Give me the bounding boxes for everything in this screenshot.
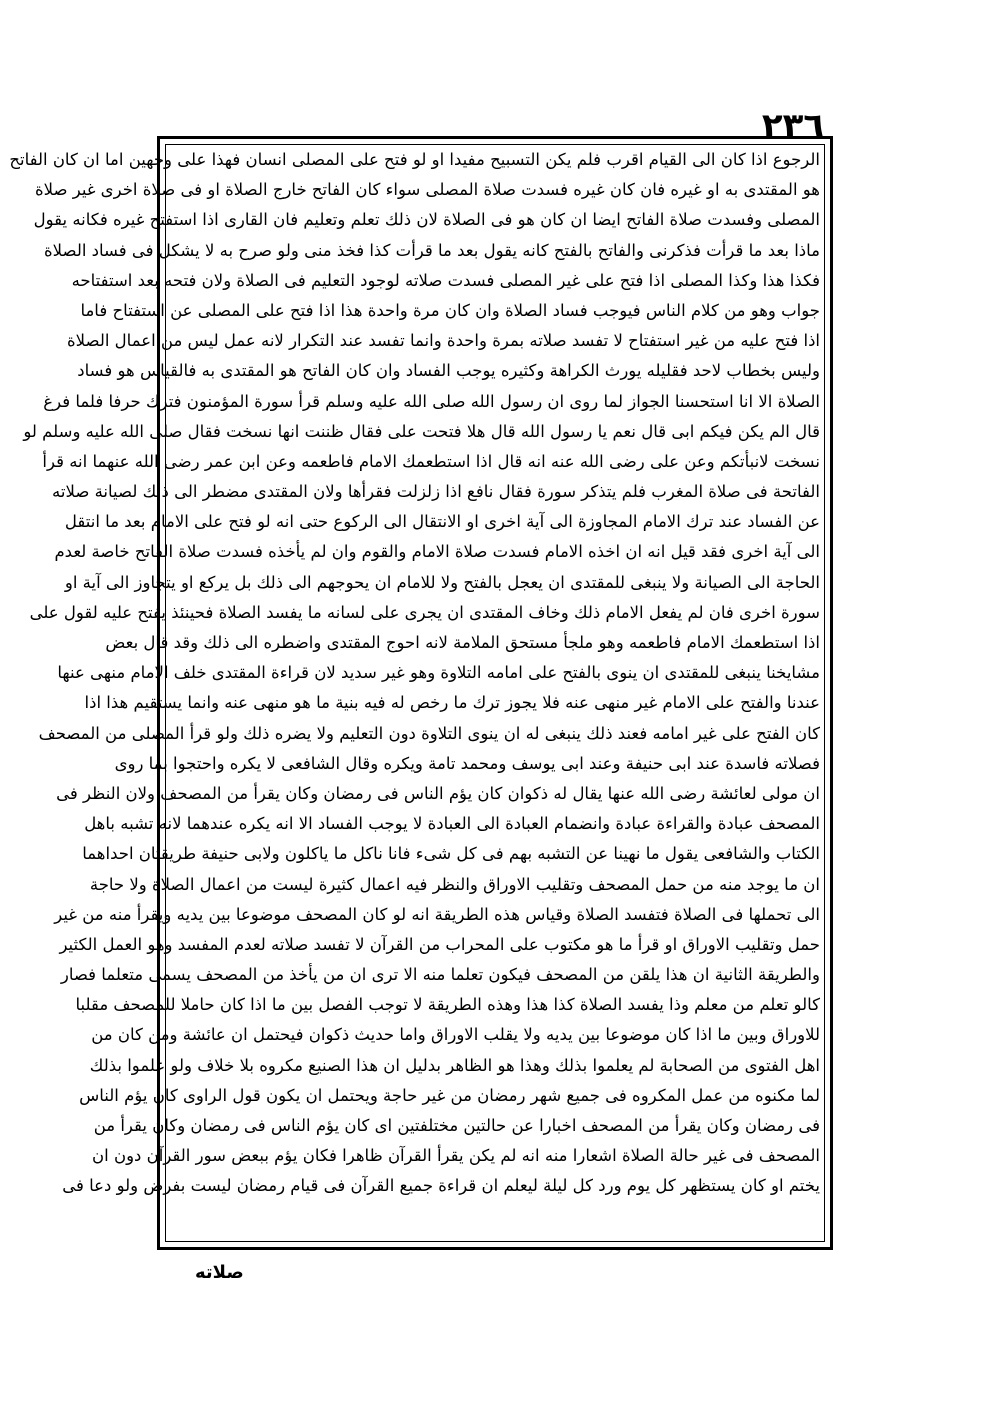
body-text bbox=[9, 145, 820, 1202]
page-number: ٢٣٦ bbox=[761, 106, 825, 146]
text-frame bbox=[9, 136, 833, 1250]
text-line: اذا فتح عليه من غير استفتاح لا تفسد صلاته بمرة واحدة وانما تفسد عند التكرار لانه عمل ليس من اعمال الصلاة bbox=[67, 331, 820, 351]
text-line: مشايخنا ينبغى للمقتدى ان ينوى بالفتح على امامه التلاوة وهو غير سديد لان قراءة المقتدى خلف الامام منهى عنها bbox=[57, 663, 820, 683]
text-line: الرجوع اذا كان الى القيام اقرب فلم يكن التسبيح مفيدا او لو فتح على المصلى انسان فهذا على وجهين اما ان كان الفاتح bbox=[9, 150, 820, 169]
text-line: الفاتحة فى صلاة المغرب فلم يتذكر سورة فقال نافع اذا زلزلت فقرأها ولان المقتدى مضطر الى ذلك لصيانة صلاته bbox=[52, 482, 820, 502]
text-line: وليس بخطاب لاحد فقليله يورث الكراهة وكثيره يوجب الفساد وان كان الفاتح هو المقتدى به فالقياس هو فساد bbox=[77, 361, 820, 381]
catchword: صلاته bbox=[195, 1262, 244, 1283]
text-line: فكذا هذا وكذا المصلى اذا فتح على غير المصلى فسدت صلاته لوجود التعليم فى الصلاة ولان فتحه بعد استفتاحه bbox=[71, 270, 820, 290]
text-line: الى آية اخرى فقد قيل انه ان اخذه الامام فسدت صلاة الامام والقوم وان لم يأخذه فسدت صلاة الفاتح خاصة لعدم bbox=[54, 542, 820, 562]
text-line: حمل وتقليب الاوراق او قرأ ما هو مكتوب على المحراب من القرآن لا تفسد صلاته لعدم المفسد وهو العمل الكثير bbox=[59, 934, 820, 954]
text-line: المصلى وفسدت صلاة الفاتح ايضا ان كان هو فى الصلاة لان ذلك تعلم وتعليم فان القارى اذا استفتح غيره فكانه يقول bbox=[33, 210, 820, 230]
text-line: اهل الفتوى من الصحابة لم يعلموا بذلك وهذا هو الظاهر بدليل ان هذا الصنيع مكروه بلا خلاف ولو علموا بذلك bbox=[89, 1055, 820, 1075]
text-line: يختم او كان يستظهر كل يوم ورد كل ليلة ليعلم ان قراءة جميع القرآن فى قيام رمضان ليست بفرض ولو دعا فى bbox=[62, 1176, 820, 1196]
text-line: عندنا والفتح على الامام غير منهى عنه فلا يجوز ترك ما رخص له فيه بنية ما هو منهى عنه وانما يستقيم هذا اذا bbox=[84, 693, 820, 713]
text-line: هو المقتدى به او غيره فان كان غيره فسدت صلاة المصلى سواء كان الفاتح خارج الصلاة او فى صلاة اخرى غير صلاة bbox=[34, 180, 820, 200]
text-line: ماذا بعد ما قرأت فذكرنى والفاتح بالفتح كانه يقول بعد ما قرأت كذا فخذ منى ولو صرح به لا يشكل فى فساد الصلاة bbox=[44, 240, 820, 260]
text-line: كان الفتح على غير امامه فعند ذلك ينبغى له ان ينوى التلاوة دون التعليم ولا يضره ذلك ولو قرأ المصلى من المصحف bbox=[38, 723, 820, 743]
text-line: فى رمضان وكان يقرأ من المصحف اخبارا عن حالتين مختلفتين اى كان يؤم الناس فى رمضان وكان يقرأ من bbox=[93, 1116, 820, 1135]
text-line: ان ما يوجد منه من حمل المصحف وتقليب الاوراق والنظر فيه اعمال كثيرة ليست من اعمال الصلاة ولا حاجة bbox=[89, 874, 820, 894]
text-line: والطريقة الثانية ان هذا يلقن من المصحف فيكون تعلما منه الا ترى ان من يأخذ من المصحف يسمى متعلما فصار bbox=[60, 965, 820, 985]
text-line: اذا استطعمك الامام فاطعمه وهو ملجأ مستحق الملامة لانه احوج المقتدى واضطره الى ذلك وقد قال بعض bbox=[105, 633, 820, 652]
text-line: الصلاة الا انا استحسنا الجواز لما روى ان رسول الله صلى الله عليه وسلم قرأ سورة المؤمنون فترك حرفا فلما فرغ bbox=[43, 391, 820, 411]
text-line: سورة اخرى فان لم يفعل الامام ذلك وخاف المقتدى ان يجرى على لسانه ما يفسد الصلاة فحينئذ يفتح عليه لقول على bbox=[29, 602, 820, 622]
text-line: الكتاب والشافعى يقول ما نهينا عن التشبه بهم فى كل شىء فانا ناكل ما ياكلون ولابى حنيفة طريقتان احداهما bbox=[82, 844, 820, 864]
text-line: للاوراق وبين ما اذا كان موضوعا بين يديه ولا يقلب الاوراق واما حديث ذكوان فيحتمل ان عائشة ومن كان من bbox=[91, 1025, 820, 1045]
text-line: الى تحملها فى الصلاة فتفسد الصلاة وقياس هذه الطريقة انه لو كان المصحف موضوعا بين يديه ويقرأ منه من غير bbox=[54, 904, 820, 924]
text-line: نسخت لانبأتكم وعن على رضى الله عنه انه قال اذا استطعمك الامام فاطعمه وعن ابن عمر رضى الله عنهما انه قرأ bbox=[42, 451, 820, 471]
text-line: لما مكنوه من عمل المكروه فى جميع شهر رمضان من غير حاجة ويحتمل ان يكون قول الراوى كان يؤم الناس bbox=[79, 1085, 820, 1105]
text-line: المصحف فى غير حالة الصلاة اشعارا منه انه لم يكن يقرأ القرآن ظاهرا فكان يؤم ببعض سور القرآن دون ان bbox=[92, 1146, 820, 1166]
text-line: جواب وهو من كلام الناس فيوجب فساد الصلاة وان كان مرة واحدة هذا اذا فتح على المصلى عن استفتاح فاما bbox=[80, 300, 820, 320]
text-line: عن الفساد عند ترك الامام المجاوزة الى آية اخرى او الانتقال الى الركوع حتى انه لو فتح على الامام بعد ما انتقل bbox=[64, 512, 820, 532]
text-line: الحاجة الى الصيانة ولا ينبغى للمقتدى ان يعجل بالفتح ولا للامام ان يحوجهم الى ذلك بل يركع او يتجاوز الى آية او bbox=[64, 572, 820, 592]
text-line: قال الم يكن فيكم ابى قال نعم يا رسول الله قال هلا فتحت على فقال ظننت انها نسخت فقال صلى الله عليه وسلم لو bbox=[23, 421, 820, 441]
text-line: المصحف عبادة والقراءة عبادة وانضمام العبادة الى العبادة لا يوجب الفساد الا انه يكره عندهما لانه تشبه باهل bbox=[84, 814, 820, 834]
text-line: فصلاته فاسدة عند ابى حنيفة وعند ابى يوسف ومحمد تامة ويكره وقال الشافعى لا يكره واحتجوا بما روى bbox=[114, 753, 820, 773]
text-line: ان مولى لعائشة رضى الله عنها يقال له ذكوان كان يؤم الناس فى رمضان وكان يقرأ من المصحف ولان النظر فى bbox=[56, 783, 820, 803]
text-line: كالو تعلم من معلم وذا يفسد الصلاة كذا هذا وهذه الطريقة لا توجب الفصل بين ما اذا كان حاملا للمصحف مقلبا bbox=[75, 995, 820, 1015]
